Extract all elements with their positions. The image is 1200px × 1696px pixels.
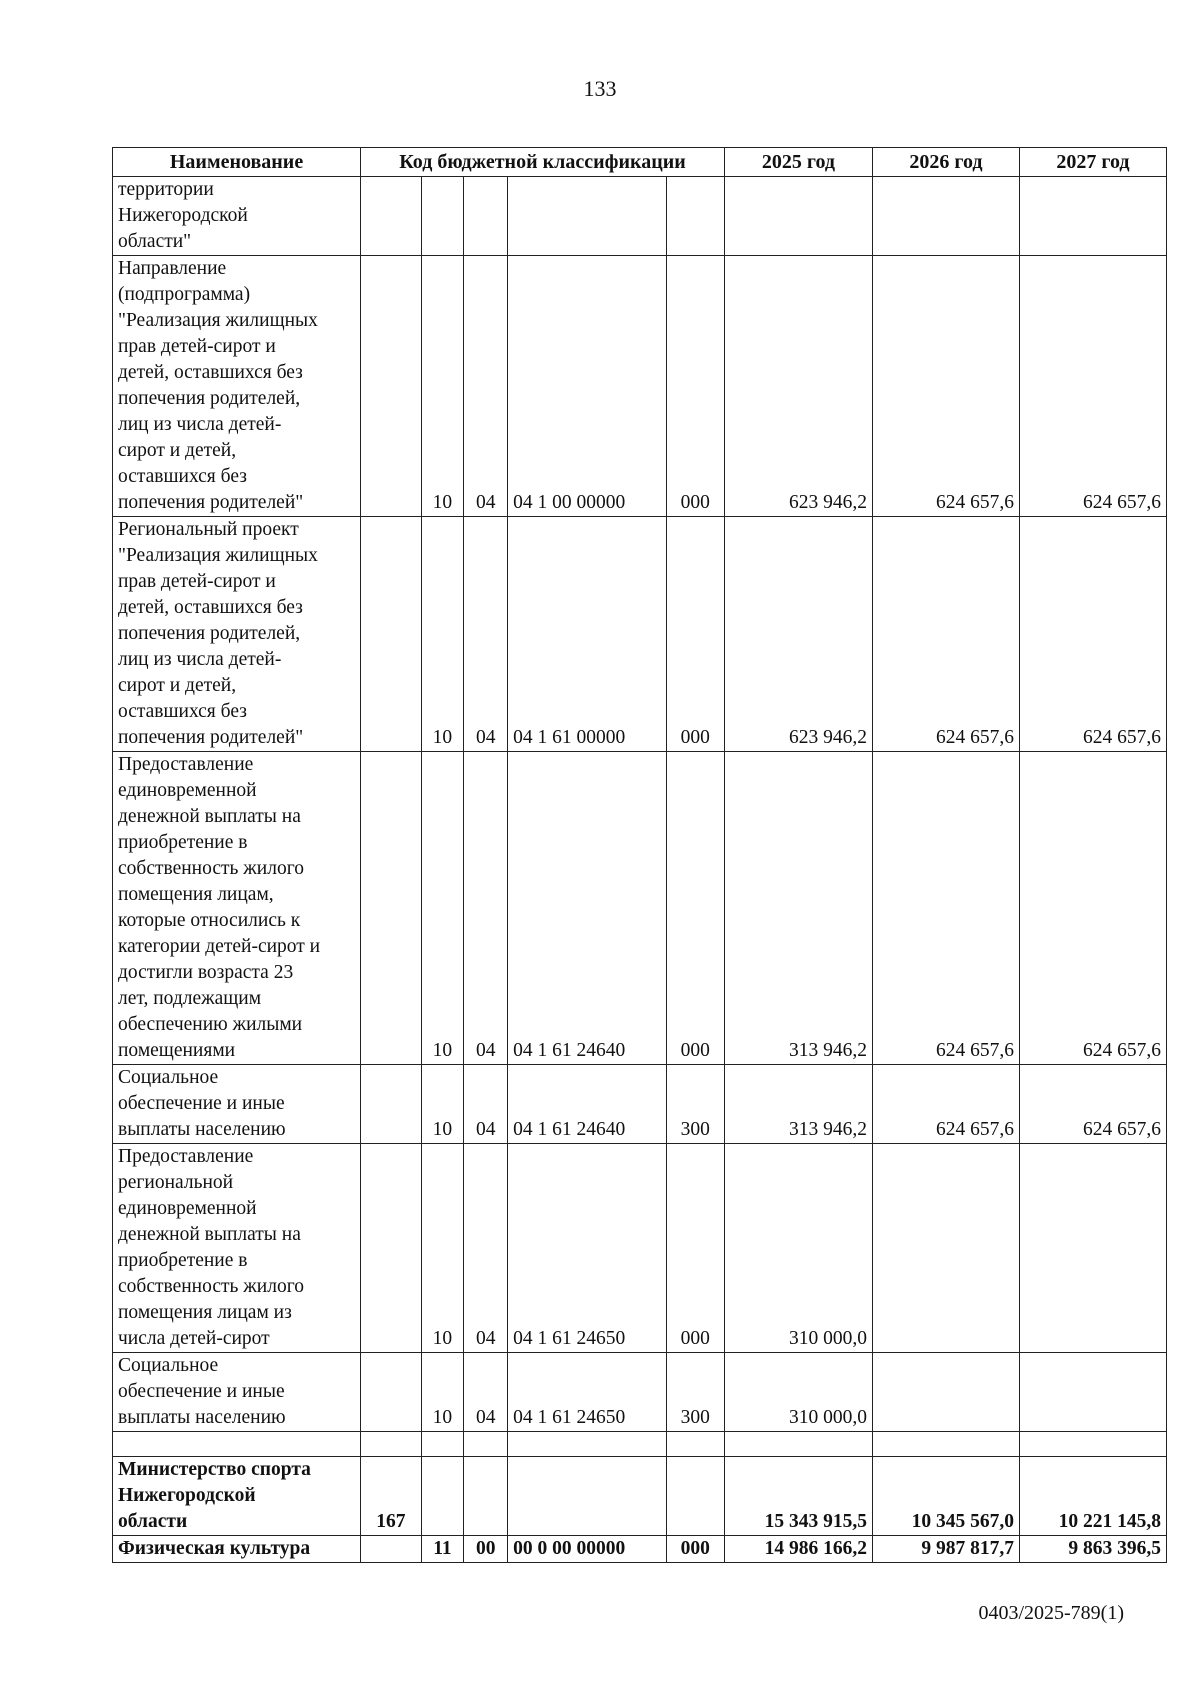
table-row [113, 1065, 1167, 1144]
row-target-article-code [508, 1432, 666, 1457]
row-expense-type-code: 000 [666, 1144, 724, 1353]
row-target-article-code [508, 1457, 666, 1536]
row-target-article-code: 04 1 00 00000 [508, 256, 666, 517]
row-section-code [421, 1432, 464, 1457]
table-row [113, 177, 1167, 256]
row-target-article-code: 04 1 61 00000 [508, 517, 666, 752]
row-value-2027: 10 221 145,8 [1019, 1457, 1166, 1536]
row-name [113, 1432, 361, 1457]
row-subsection-code [464, 177, 508, 256]
row-value-2025: 313 946,2 [724, 1065, 872, 1144]
table-row [113, 752, 1167, 1065]
row-value-2025: 623 946,2 [724, 256, 872, 517]
row-name: Предоставление региональной единовременной денежной выплаты на приобретение в собственность жилого помещения лицам из числа детей-сирот [113, 1144, 361, 1353]
row-value-2026: 10 345 567,0 [872, 1457, 1019, 1536]
table-row [113, 1457, 1167, 1536]
row-value-2027: 624 657,6 [1019, 517, 1166, 752]
row-value-2025: 14 986 166,2 [724, 1536, 872, 1563]
row-name: Социальное обеспечение и иные выплаты населению [113, 1065, 361, 1144]
row-subsection-code: 04 [464, 256, 508, 517]
row-subsection-code: 04 [464, 1353, 508, 1432]
header-2025: 2025 год [724, 148, 872, 177]
budget-table [112, 147, 1167, 1563]
row-value-2026: 624 657,6 [872, 1065, 1019, 1144]
row-subsection-code [464, 1457, 508, 1536]
row-subsection-code: 00 [464, 1536, 508, 1563]
row-value-2026: 624 657,6 [872, 517, 1019, 752]
row-value-2027: 624 657,6 [1019, 752, 1166, 1065]
row-expense-type-code: 300 [666, 1065, 724, 1144]
row-section-code: 10 [421, 1353, 464, 1432]
row-value-2026: 624 657,6 [872, 752, 1019, 1065]
row-expense-type-code: 000 [666, 1536, 724, 1563]
row-expense-type-code: 000 [666, 256, 724, 517]
row-value-2025 [724, 1432, 872, 1457]
row-section-code: 11 [421, 1536, 464, 1563]
row-value-2025: 623 946,2 [724, 517, 872, 752]
row-subsection-code: 04 [464, 517, 508, 752]
table-row [113, 1432, 1167, 1457]
row-section-code: 10 [421, 1065, 464, 1144]
row-value-2027: 624 657,6 [1019, 256, 1166, 517]
row-ministry-code [361, 1432, 421, 1457]
row-ministry-code [361, 752, 421, 1065]
row-target-article-code: 04 1 61 24650 [508, 1353, 666, 1432]
row-ministry-code [361, 1536, 421, 1563]
table-header-row [113, 148, 1167, 177]
row-ministry-code: 167 [361, 1457, 421, 1536]
row-name: территории Нижегородской области" [113, 177, 361, 256]
table-row [113, 517, 1167, 752]
row-subsection-code: 04 [464, 1065, 508, 1144]
row-ministry-code [361, 1353, 421, 1432]
row-value-2026 [872, 1432, 1019, 1457]
row-value-2027 [1019, 177, 1166, 256]
row-ministry-code [361, 256, 421, 517]
row-name: Министерство спорта Нижегородской области [113, 1457, 361, 1536]
row-section-code [421, 1457, 464, 1536]
row-target-article-code: 04 1 61 24640 [508, 1065, 666, 1144]
row-value-2027 [1019, 1353, 1166, 1432]
row-target-article-code: 04 1 61 24640 [508, 752, 666, 1065]
row-value-2025: 310 000,0 [724, 1353, 872, 1432]
row-value-2026 [872, 177, 1019, 256]
row-ministry-code [361, 1144, 421, 1353]
row-section-code: 10 [421, 752, 464, 1065]
row-value-2026 [872, 1353, 1019, 1432]
row-value-2026: 624 657,6 [872, 256, 1019, 517]
row-name: Социальное обеспечение и иные выплаты населению [113, 1353, 361, 1432]
row-value-2026: 9 987 817,7 [872, 1536, 1019, 1563]
row-name: Физическая культура [113, 1536, 361, 1563]
document-code: 0403/2025-789(1) [978, 1602, 1124, 1624]
row-subsection-code: 04 [464, 752, 508, 1065]
row-ministry-code [361, 517, 421, 752]
row-value-2025: 15 343 915,5 [724, 1457, 872, 1536]
header-2027: 2027 год [1019, 148, 1166, 177]
header-name: Наименование [113, 148, 361, 177]
header-2026: 2026 год [872, 148, 1019, 177]
row-ministry-code [361, 177, 421, 256]
row-section-code [421, 177, 464, 256]
row-expense-type-code [666, 177, 724, 256]
row-value-2027 [1019, 1144, 1166, 1353]
row-name: Предоставление единовременной денежной выплаты на приобретение в собственность жилого помещения лицам, которые относились к категории детей-сирот и достигли возраста 23 лет, подлежащим обеспечению жилыми помещениями [113, 752, 361, 1065]
row-subsection-code [464, 1432, 508, 1457]
row-expense-type-code: 000 [666, 517, 724, 752]
row-value-2025 [724, 177, 872, 256]
row-target-article-code: 04 1 61 24650 [508, 1144, 666, 1353]
row-value-2027: 9 863 396,5 [1019, 1536, 1166, 1563]
row-target-article-code: 00 0 00 00000 [508, 1536, 666, 1563]
header-code: Код бюджетной классификации [361, 148, 725, 177]
row-section-code: 10 [421, 517, 464, 752]
row-value-2025: 310 000,0 [724, 1144, 872, 1353]
row-expense-type-code: 000 [666, 752, 724, 1065]
table-row [113, 256, 1167, 517]
row-value-2027 [1019, 1432, 1166, 1457]
row-section-code: 10 [421, 1144, 464, 1353]
row-name: Региональный проект "Реализация жилищных прав детей-сирот и детей, оставшихся без попечения родителей, лиц из числа детей- сирот и детей, оставшихся без попечения родителей" [113, 517, 361, 752]
row-name: Направление (подпрограмма) "Реализация жилищных прав детей-сирот и детей, оставшихся без попечения родителей, лиц из числа детей- сирот и детей, оставшихся без попечения родителей" [113, 256, 361, 517]
row-section-code: 10 [421, 256, 464, 517]
row-value-2026 [872, 1144, 1019, 1353]
row-value-2025: 313 946,2 [724, 752, 872, 1065]
table-row [113, 1353, 1167, 1432]
row-expense-type-code [666, 1457, 724, 1536]
page-number: 133 [583, 76, 617, 101]
row-ministry-code [361, 1065, 421, 1144]
table-row [113, 1536, 1167, 1563]
row-value-2027: 624 657,6 [1019, 1065, 1166, 1144]
row-subsection-code: 04 [464, 1144, 508, 1353]
row-target-article-code [508, 177, 666, 256]
row-expense-type-code: 300 [666, 1353, 724, 1432]
table-row [113, 1144, 1167, 1353]
row-expense-type-code [666, 1432, 724, 1457]
